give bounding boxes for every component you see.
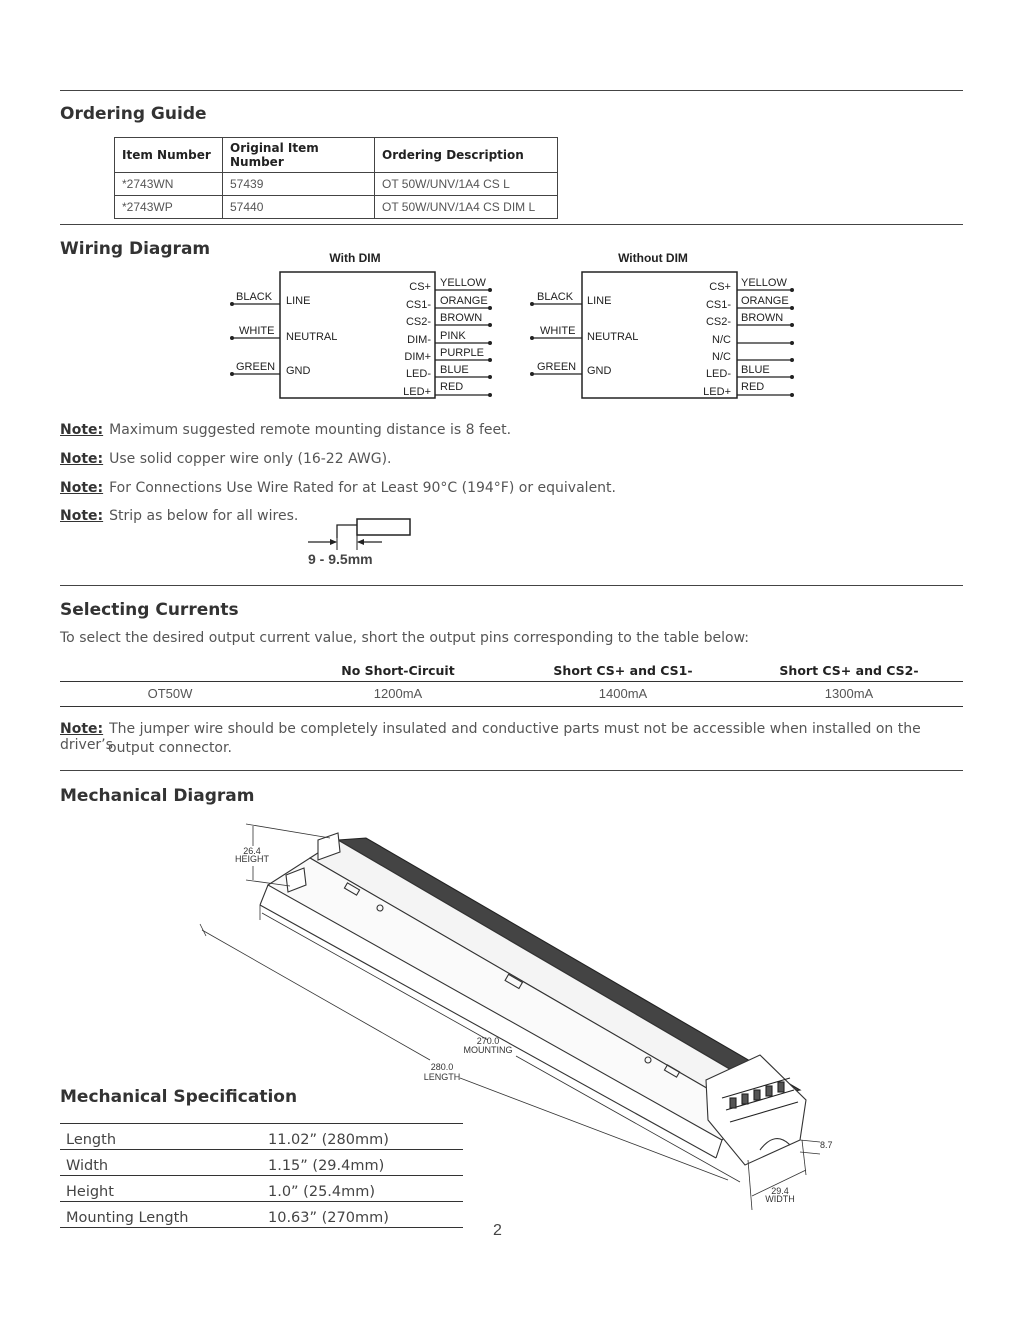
terminal-label: GND [286,365,311,377]
wire-label: WHITE [540,325,576,337]
note-1 [60,422,511,438]
note-2 [60,451,391,467]
height-label: HEIGHT [234,854,270,864]
mechanical-diagram-title: Mechanical Diagram [60,786,255,806]
width-label: WIDTH [765,1194,795,1204]
mounting-label: MOUNTING [463,1045,513,1055]
terminal-label: NEUTRAL [286,331,338,343]
bare-wire [337,525,357,538]
top-rule [60,90,963,91]
with-dim-pins [403,281,431,398]
without-dim-colors [741,277,789,393]
mechanical-spec-title: Mechanical Specification [60,1087,298,1107]
pin-label: CS1- [405,299,431,311]
table-cell: *2743WP [115,196,223,219]
wire-color-label: BLUE [741,364,770,376]
currents-table-rule [60,706,963,707]
table-row [60,1150,463,1176]
note-text: Use solid copper wire only (16-22 AWG). [109,451,392,467]
wiring-diagram [0,245,1024,405]
side-value: 8.7 [820,1140,833,1150]
with-dim-right-dots [488,288,492,397]
pin-label: LED+ [703,386,731,398]
ordering-guide-table [114,137,558,219]
pin-label: LED- [705,368,731,380]
section-rule [60,770,963,771]
table-row [60,1202,463,1228]
wire-insulation [357,519,410,535]
strip-length-label: 9 - 9.5mm [308,551,373,567]
table-cell: 57440 [223,196,375,219]
wire-color-label: RED [440,381,464,393]
note-4 [60,508,298,524]
driver-housing [260,833,806,1165]
without-dim-pins [703,281,731,398]
with-dim-title: With DIM [329,251,381,265]
note-text: The jumper wire should be completely insulated and conductive parts must not be accessible when installed on the driver’s [60,721,921,753]
with-dim-left-dots [230,302,234,376]
table-cell: *2743WN [115,173,223,196]
spec-value: 11.02” (280mm) [268,1132,389,1148]
ordering-guide-title: Ordering Guide [60,104,207,124]
table-header: Ordering Description [375,138,558,173]
wire-color-label: ORANGE [741,295,789,307]
table-header: Original Item Number [223,138,375,173]
spec-label: Mounting Length [66,1210,189,1226]
width-value: 29.4 [771,1186,789,1196]
pin-label: DIM+ [404,351,431,363]
wire-label: BLACK [537,291,574,303]
terminal-label: GND [587,365,612,377]
table-row [115,196,558,219]
wire-label: WHITE [239,325,275,337]
spec-label: Width [66,1158,109,1174]
note-label: Note: [60,480,104,496]
wiring-diagram-title: Wiring Diagram [60,239,211,259]
table-header: Item Number [115,138,223,173]
spec-value: 1.15” (29.4mm) [268,1158,385,1174]
wire-color-label: PURPLE [440,347,485,359]
length-label: LENGTH [423,1072,461,1082]
table-cell: OT 50W/UNV/1A4 CS L [375,173,558,196]
spec-value: 1.0” (25.4mm) [268,1184,376,1200]
pin-label: LED- [405,368,431,380]
note-label: Note: [60,721,104,737]
wire-label: GREEN [236,361,276,373]
pin-label: N/C [712,351,731,363]
note-label: Note: [60,508,104,524]
wire-color-label: YELLOW [440,277,486,289]
wire-label: GREEN [537,361,577,373]
pin-label: CS1- [705,299,731,311]
with-dim-colors [440,277,488,393]
wire-strip-diagram [300,512,420,572]
pin-label: N/C [712,334,731,346]
note-3 [60,480,616,496]
pin-label: CS2- [705,316,731,328]
terminal-label: LINE [286,295,311,307]
note-label: Note: [60,451,104,467]
mechanical-spec-table [60,1123,463,1228]
wire-color-label: YELLOW [741,277,787,289]
height-value: 26.4 [243,846,261,856]
wire-color-label: PINK [440,330,466,342]
wire-color-label: BROWN [440,312,483,324]
currents-cell: OT50W [147,686,193,701]
without-dim-title: Without DIM [618,251,688,265]
note-text: Strip as below for all wires. [109,508,299,524]
pin-label: CS2- [405,316,431,328]
spec-label: Height [66,1184,114,1200]
arrow-head [357,539,364,545]
wire-color-label: BROWN [741,312,784,324]
terminal-label: LINE [587,295,612,307]
selecting-currents-intro: To select the desired output current value, short the output pins corresponding to the table below: [60,630,749,646]
currents-cell: 1200mA [373,686,423,701]
wire-color-label: BLUE [440,364,469,376]
currents-table-rule [60,681,963,682]
table-row [60,1176,463,1202]
pin-label: LED+ [403,386,431,398]
wire-color-label: ORANGE [440,295,488,307]
table-header-row [115,138,558,173]
table-row [115,173,558,196]
terminal-label: NEUTRAL [587,331,639,343]
arrow-head [330,539,337,545]
currents-header: Short CS+ and CS1- [553,663,693,678]
currents-header: No Short-Circuit [341,663,455,678]
note-text: Maximum suggested remote mounting distance is 8 feet. [109,422,512,438]
pin-label: CS+ [409,281,431,293]
currents-cell: 1300mA [824,686,874,701]
note-label: Note: [60,422,104,438]
currents-cell: 1400mA [598,686,648,701]
wire-color-label: RED [741,381,765,393]
note-text: For Connections Use Wire Rated for at Least 90°C (194°F) or equivalent. [109,480,616,496]
wire-label: BLACK [236,291,273,303]
without-dim-left-dots [530,302,534,376]
section-rule [60,224,963,225]
pin-label: DIM- [407,334,431,346]
table-cell: 57439 [223,173,375,196]
spec-value: 10.63” (270mm) [268,1210,389,1226]
page-number: 2 [493,1222,502,1239]
mounting-value: 270.0 [476,1036,500,1046]
length-value: 280.0 [430,1062,454,1072]
currents-header: Short CS+ and CS2- [779,663,919,678]
table-row [60,1123,463,1150]
table-cell: OT 50W/UNV/1A4 CS DIM L [375,196,558,219]
spec-label: Length [66,1132,117,1148]
pin-label: CS+ [709,281,731,293]
selecting-currents-title: Selecting Currents [60,600,239,620]
jumper-note-cont: output connector. [108,740,232,756]
without-dim-right-dots [790,288,794,397]
section-rule [60,585,963,586]
